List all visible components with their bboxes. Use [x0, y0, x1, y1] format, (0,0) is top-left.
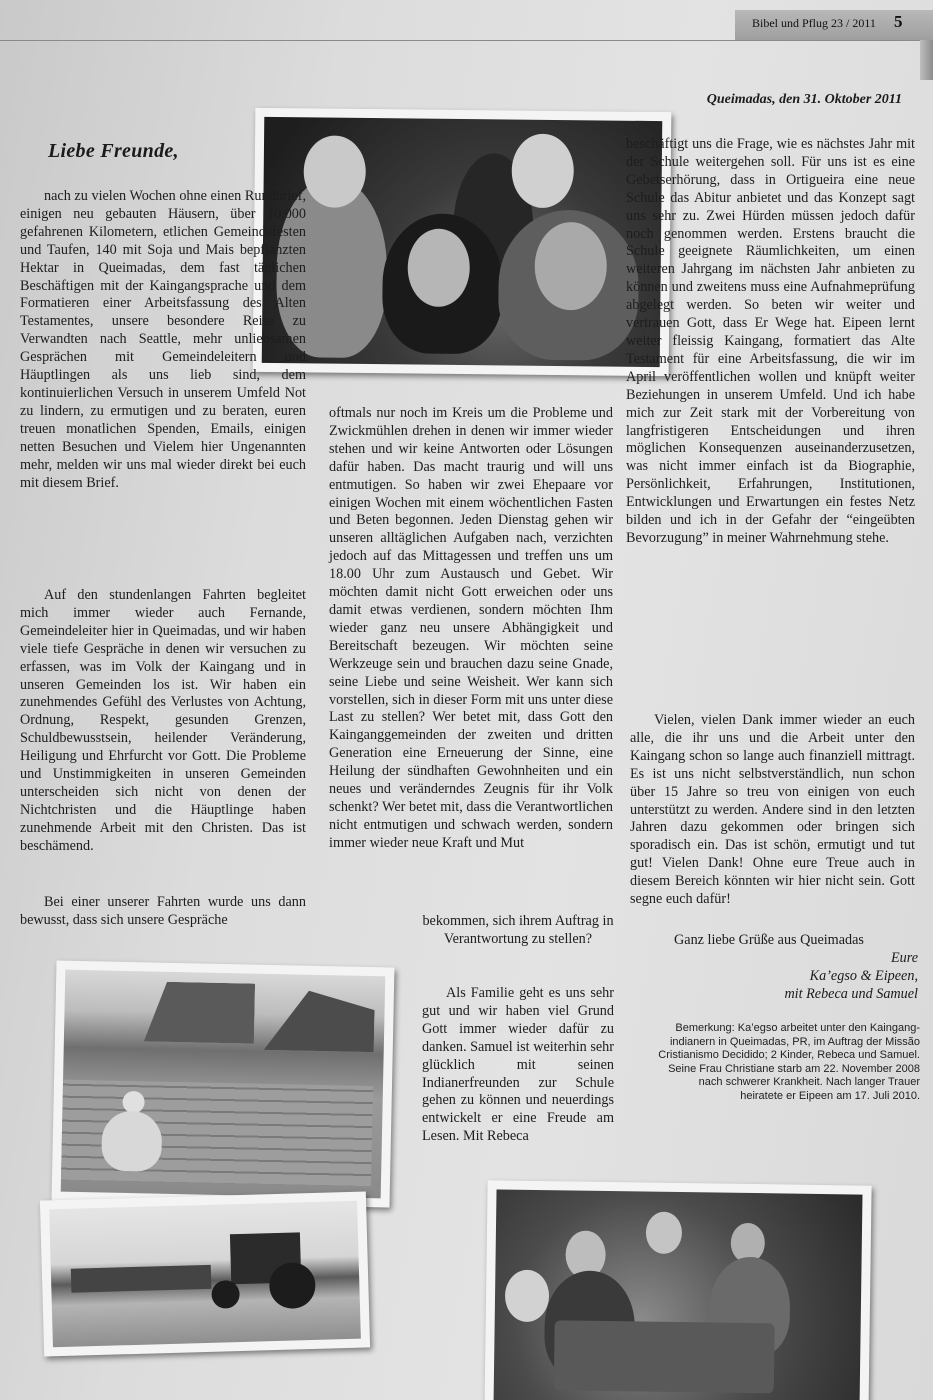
letter-closing: [630, 932, 918, 1004]
editor-remark: [637, 1022, 920, 1104]
closing-line: Eure: [890, 949, 918, 966]
remark-line: Seine Frau Christiane starb am 22. November 2008: [668, 1062, 920, 1075]
paragraph-conversations: [20, 894, 306, 930]
header-rule: [0, 40, 933, 41]
remark-line: indianern in Queimadas, PR, im Auftrag der Missão: [669, 1035, 920, 1048]
remark-line: Bemerkung: Ka’egso arbeitet unter den Kaingang-: [675, 1022, 920, 1034]
page-number: 5: [894, 12, 903, 31]
construction-photo: [52, 960, 395, 1207]
paragraph-journeys: [20, 587, 306, 856]
paragraph-text: Als Familie geht es uns sehr gut und wir haben viel Grund Gott immer wieder dafür zu danken. Samuel ist weiterhin sehr glücklich mit seinen Indianerfreunden zur Schule gehen zu können und neuerdings entwickelt er eine Freude am Lesen. Mit Rebeca: [422, 985, 614, 1145]
tractor-photo: [40, 1191, 370, 1356]
paragraph-text: Bei einer unserer Fahrten wurde uns dann bewusst, dass sich unsere Gespräche: [20, 894, 306, 928]
remark-line: Cristianismo Decidido; 2 Kinder, Rebeca und Samuel.: [658, 1049, 920, 1062]
remark-line: heiratete er Eipeen am 17. Juli 2010.: [740, 1089, 920, 1102]
paragraph-thanks: [630, 712, 915, 909]
closing-greeting: Ganz liebe Grüße aus Queimadas: [674, 932, 864, 948]
paragraph-text: Vielen, vielen Dank immer wieder an euch alle, die ihr uns und die Arbeit unter den Kaingang schon so lange auch finanziell mittragt. Es ist uns nicht selbstverständlich, nun schon über 15 Jahre so treu von einigen von euch unterstützt zu werden. Andere sind in den letzten Jahren dazu gekommen oder bringen sich sporadisch ein. Das ist schön, ermutigt und tut gut! Vielen Dank! Ohne eure Treue auch in diesem Bereich könnten wir hier nicht sein. Gott segne euch dafür!: [630, 712, 915, 908]
paragraph-school: [626, 136, 915, 548]
paragraph-family: [422, 985, 614, 1146]
page-edge-tab: [920, 40, 933, 80]
running-title: Bibel und Pflug 23 / 2011: [752, 16, 876, 30]
paragraph-text: nach zu vielen Wochen ohne einen Rundbrief, einigen neu gebauten Häusern, über 10.000 gefahrenen Kilometern, etlichen Gemeindefesten und Taufen, 140 mit Soja und Mais bepflanzten Hektar in Queimadas, dem fast täglichen Beschäftigen mit der Kaingangsprache und dem Formatieren einer Arbeitsfassung des Alten Testamentes, unsere besondere Reise zu Verwandten nach Seattle, mehr unliebsamen Gesprächen mit Gemeindeleitern und Häuptlingen als uns lieb sind, dem kontinuierlichen Versuch in unserem Umfeld Not zu lindern, zu ermutigen und zu beraten, euren treuen monatlichen Spenden, Emails, einigen netten Besuchen und Vielem hier Ungenannten mehr, melden wir uns mal wieder direkt bei euch mit diesem Brief.: [20, 188, 306, 491]
group-meal-photo: [484, 1180, 871, 1400]
paragraph-text: beschäftigt uns die Frage, wie es nächstes Jahr mit der Schule weitergehen soll. Für uns ist es eine Gebetserhörung, dass in Ortigueira eine neue Schule das Abitur anbietet und das Konzept sagt uns sehr zu. Zwei Hürden müssen jedoch dafür noch genommen werden. Erstens braucht die Schule geeignete Räumlichkeiten, um einen weiteren Jahrgang im nächsten Jahr anbieten zu können und zweitens muss eine Aufnahmeprüfung abgelegt werden. So beten wir weiter und vertrauen Gott, dass Er Wege hat. Eipeen lernt weiter fleissig Kaingang, formatiert das Alte Testament für eine Arbeitsfassung, die wir im April veröffentlichen wollen und knüpft weiter Beziehungen in unserem Umfeld. Und ich habe mich zur Zeit stark mit der Vorbereitung von langfristigeren Entscheidungen und ihren möglichen Konsequenzen auseinanderzusetzen, was nicht immer einfach ist da Biographie, Persönlichkeit, Erfahrungen, Institutionen, Entwicklungen und Erwartungen ein festes Netz bilden und ich in der Gefahr der “eingeübten Bevorzugung” in meiner Wahrnehmung stehe.: [626, 136, 915, 546]
paragraph-fasting-end: [422, 913, 614, 949]
family-photo: [253, 108, 672, 376]
closing-signatures: Ka’egso & Eipeen,: [809, 967, 918, 984]
letter-salutation: Liebe Freunde,: [48, 140, 179, 162]
paragraph-text: Auf den stundenlangen Fahrten begleitet mich immer wieder auch Fernande, Gemeindeleiter hier in Queimadas, und wir haben viele tiefe Gespräche in denen wir versuchen zu erfassen, was im Volk der Kaingang und in unseren Gemeinden los ist. Wir haben ein zunehmendes Gefühl des Verlustes von Achtung, Ordnung, Respekt, gesunden Grenzen, Schuldbewusstsein, heilender Veränderung, Heiligung und Ehrfurcht vor Gott. Die Probleme und Unstimmigkeiten in unseren Gemeinden unterscheiden sich nicht von denen der Nichtchristen und die Häuptlinge haben zunehmende Arbeit mit den Christen. Das ist beschämend.: [20, 587, 306, 854]
remark-line: nach schwerer Krankheit. Nach langer Trauer: [698, 1076, 920, 1089]
paragraph-text: bekommen, sich ihrem Auftrag in Verantwortung zu stellen?: [422, 913, 614, 947]
paragraph-fasting: [329, 405, 613, 853]
paragraph-intro: [20, 188, 306, 492]
closing-children: mit Rebeca und Samuel: [784, 985, 918, 1002]
letter-date: Queimadas, den 31. Oktober 2011: [706, 92, 902, 107]
paragraph-text: oftmals nur noch im Kreis um die Probleme und Zwickmühlen drehen in denen wir immer wieder stehen und wir keine Antworten oder Lösungen dafür haben. Das macht traurig und will uns entmutigen. So haben wir zwei Ehepaare vor einigen Wochen mit einem wöchentlichen Fasten und Beten begonnen. Jeden Dienstag gehen wir unseren alltäglichen Aufgaben nach, verzichten jedoch auf das Mittagessen und treffen uns um 18.00 Uhr zum Austausch und Gebet. Wir möchten damit nicht Gott erweichen oder uns damit etwas verdienen, sondern möchten Ihm wieder ganz neu unsere Abhängigkeit und Bereitschaft bezeugen. Wir möchten seine Werkzeuge sein und brauchen dazu seine Gnade, seine Liebe und seine Weisheit. Wer kann sich vorstellen, sich in dieser Form mit uns unter diese Last zu stellen? Wer betet mit, dass Gott den Kainganggemeinden der zweiten und dritten Generation eine Erneuerung der Sinne, eine Heilung der sündhaften Gewohnheiten und ein neues und veränderndes Zeugnis für ihr Volk schenkt? Wer betet mit, dass die Verantwortlichen nicht entmutigen und schwach werden, sondern immer wieder neue Kraft und Mut: [329, 405, 613, 851]
